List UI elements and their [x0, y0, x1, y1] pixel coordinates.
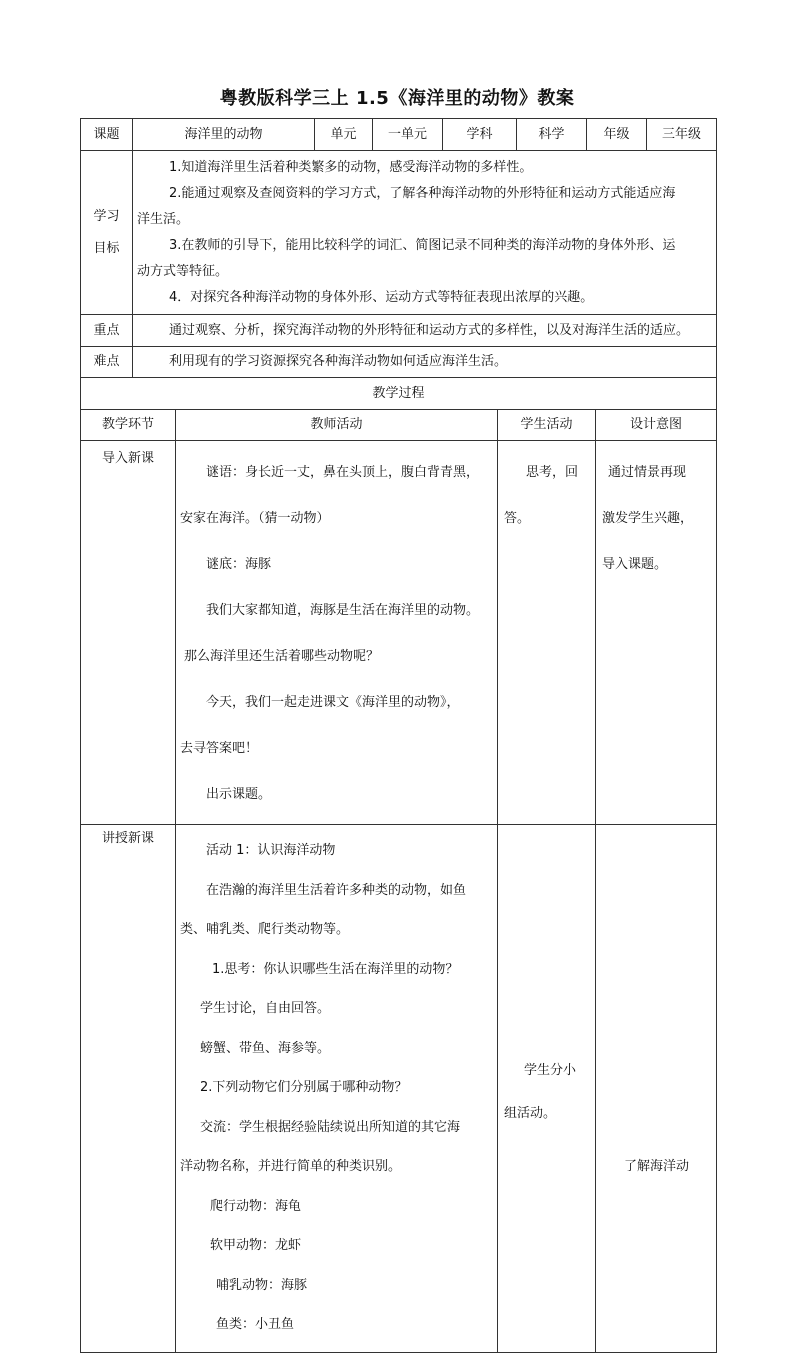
new-teacher-line: 2.下列动物它们分别属于哪种动物？ [200, 1080, 408, 1095]
new-teacher-line: 鱼类：小丑鱼 [216, 1317, 295, 1332]
intro-teacher-line: 出示课题。 [206, 787, 272, 802]
intro-design-line: 导入课题。 [602, 557, 668, 572]
topic-label: 课题 [81, 119, 133, 151]
intro-teacher-line: 谜语：身长近一丈，鼻在头顶上，腹白背青黑， [206, 465, 480, 480]
intro-teacher-line: 谜底：海豚 [206, 557, 272, 572]
process-header: 教学过程 [81, 378, 717, 410]
col-teacher-header: 教师活动 [176, 410, 498, 441]
key-point-label: 重点 [81, 315, 133, 347]
new-teacher-line: 哺乳动物：海豚 [216, 1277, 308, 1293]
teaching-process-table [80, 377, 717, 1353]
new-lesson-teacher-activity [176, 825, 498, 1353]
subject-value: 科学 [517, 119, 587, 151]
col-stage-header: 教学环节 [81, 410, 176, 441]
goals-content [133, 151, 717, 315]
col-student-header: 学生活动 [498, 410, 596, 441]
difficulty-label: 难点 [81, 347, 133, 378]
goal-item-2a: 2.能通过观察及查阅资料的学习方式，了解各种海洋动物的外形特征和运动方式能适应海 [169, 185, 676, 201]
subject-label: 学科 [443, 119, 517, 151]
intro-teacher-line: 我们大家都知道，海豚是生活在海洋里的动物。 [206, 603, 480, 618]
intro-teacher-line: 今天，我们一起走进课文《海洋里的动物》， [206, 695, 460, 710]
new-teacher-line: 软甲动物：龙虾 [210, 1238, 302, 1253]
new-teacher-line: 螃蟹、带鱼、海参等。 [200, 1040, 331, 1056]
goal-item-4: 4．对探究各种海洋动物的身体外形、运动方式等特征表现出浓厚的兴趣。 [169, 289, 594, 305]
intro-teacher-activity [176, 441, 498, 825]
new-lesson-design-intent [596, 825, 717, 1353]
new-teacher-line: 1.思考：你认识哪些生活在海洋里的动物？ [212, 961, 459, 977]
goal-item-2b: 洋生活。 [137, 211, 190, 227]
intro-student-line: 思考，回 [526, 465, 579, 480]
grade-label: 年级 [587, 119, 647, 151]
unit-label: 单元 [315, 119, 373, 151]
intro-teacher-line: 那么海洋里还生活着哪些动物呢？ [184, 649, 380, 664]
new-student-line: 组活动。 [504, 1106, 557, 1121]
topic-value: 海洋里的动物 [133, 119, 315, 151]
new-teacher-line: 学生讨论，自由回答。 [200, 1001, 331, 1016]
intro-design-line: 激发学生兴趣， [602, 511, 694, 526]
new-teacher-line: 交流：学生根据经验陆续说出所知道的其它海 [200, 1119, 461, 1135]
new-teacher-line: 类、哺乳类、爬行类动物等。 [180, 922, 350, 937]
difficulty-text: 利用现有的学习资源探究各种海洋动物如何适应海洋生活。 [133, 347, 717, 378]
new-teacher-line: 爬行动物：海龟 [210, 1198, 302, 1214]
goal-item-3a: 3.在教师的引导下，能用比较科学的词汇、简图记录不同种类的海洋动物的身体外形、运 [169, 237, 676, 253]
intro-teacher-line: 安家在海洋。（猜一动物） [180, 511, 330, 526]
intro-design-line: 通过情景再现 [608, 465, 687, 480]
intro-student-activity [498, 441, 596, 825]
intro-design-intent [596, 441, 717, 825]
new-lesson-stage: 讲授新课 [81, 825, 176, 1353]
document-title: 粤教版科学三上 1.5《海洋里的动物》教案 [219, 88, 575, 109]
key-point-text: 通过观察、分析，探究海洋动物的外形特征和运动方式的多样性，以及对海洋生活的适应。 [133, 315, 717, 347]
intro-teacher-line: 去寻答案吧！ [180, 741, 259, 756]
new-teacher-line: 活动 1：认识海洋动物 [206, 843, 336, 858]
new-teacher-line: 洋动物名称，并进行简单的种类识别。 [180, 1159, 402, 1174]
new-design-line: 了解海洋动 [624, 1159, 690, 1174]
goal-item-1: 1.知道海洋里生活着种类繁多的动物，感受海洋动物的多样性。 [169, 159, 533, 175]
new-teacher-line: 在浩瀚的海洋里生活着许多种类的动物，如鱼 [206, 882, 467, 898]
intro-stage: 导入新课 [81, 441, 176, 825]
col-design-header: 设计意图 [596, 410, 717, 441]
unit-value: 一单元 [373, 119, 443, 151]
goals-label-line1: 学习 [93, 208, 120, 224]
lesson-info-table [80, 118, 717, 378]
grade-value: 三年级 [647, 119, 717, 151]
new-lesson-student-activity [498, 825, 596, 1353]
new-student-line: 学生分小 [524, 1063, 577, 1078]
goals-label-line2: 目标 [93, 240, 120, 256]
intro-student-line: 答。 [504, 511, 531, 526]
goals-label [81, 151, 133, 315]
goal-item-3b: 动方式等特征。 [137, 263, 229, 279]
